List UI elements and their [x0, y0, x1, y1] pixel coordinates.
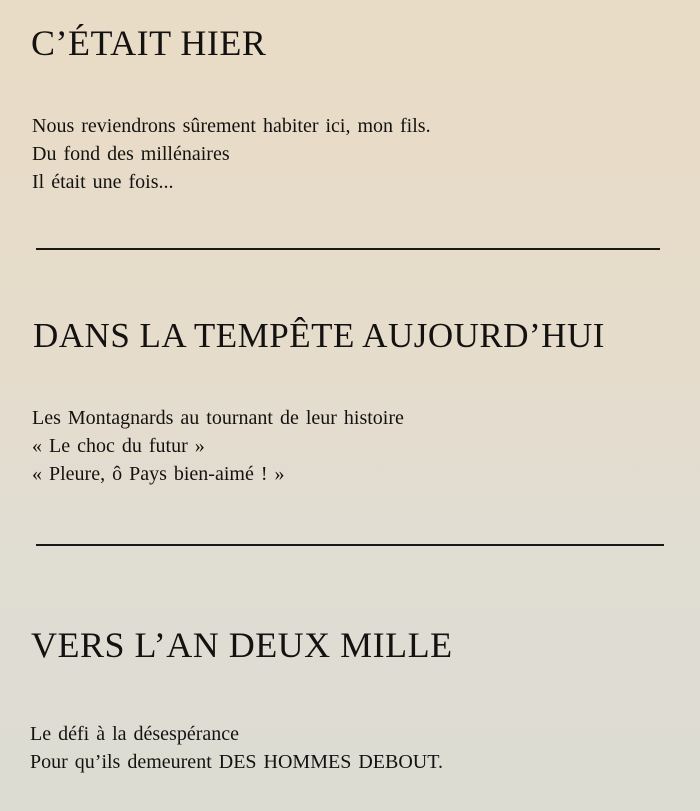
text-line: Pour qu’ils demeurent DES HOMMES DEBOUT.: [30, 751, 443, 773]
text-line: Nous reviendrons sûrement habiter ici, mon fils.: [32, 115, 431, 137]
section-heading-hier: C’ÉTAIT HIER: [31, 23, 267, 63]
text-line: Il était une fois...: [32, 171, 174, 193]
text-line: « Pleure, ô Pays bien-aimé ! »: [32, 463, 285, 485]
section-text-aujourdhui: [32, 404, 404, 488]
section-text-an-deux-mille: [30, 720, 443, 776]
text-line: « Le choc du futur »: [32, 435, 205, 457]
section-text-hier: [32, 112, 431, 196]
divider: [36, 544, 664, 546]
divider: [36, 248, 660, 250]
text-line: Du fond des millénaires: [32, 143, 230, 165]
text-line: Les Montagnards au tournant de leur histoire: [32, 407, 404, 429]
section-heading-aujourdhui: DANS LA TEMPÊTE AUJOURD’HUI: [33, 316, 605, 355]
section-heading-an-deux-mille: VERS L’AN DEUX MILLE: [31, 625, 453, 665]
text-line: Le défi à la désespérance: [30, 723, 239, 745]
